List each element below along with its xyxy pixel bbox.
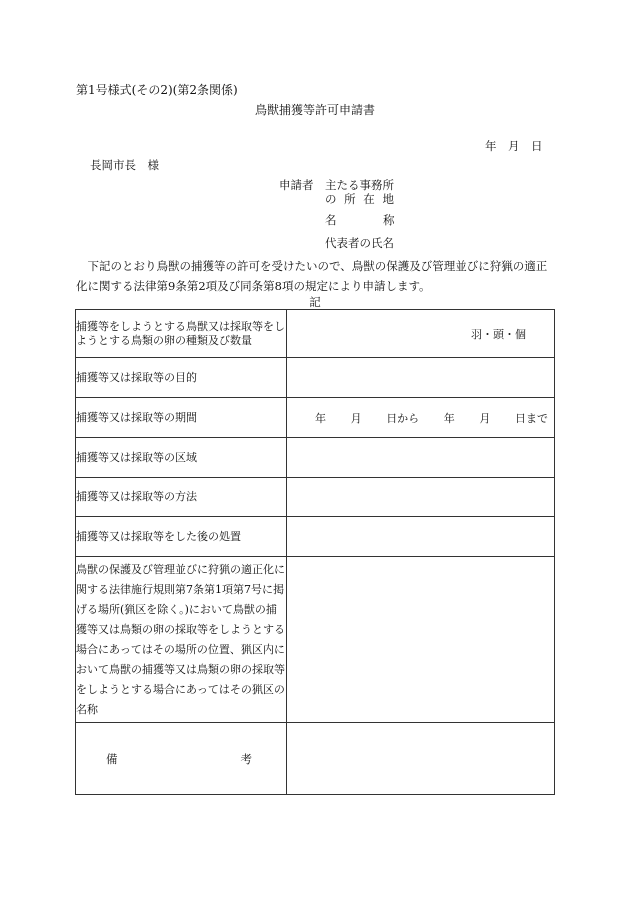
name-label-char2: 称: [383, 213, 395, 227]
table-row: [76, 478, 555, 517]
period-end-day: 日まで: [514, 411, 548, 425]
addressee: 長岡市長 様: [90, 158, 159, 172]
disposal-value-cell[interactable]: [287, 517, 555, 557]
table-row: [76, 438, 555, 478]
period-value-cell[interactable]: [287, 398, 555, 438]
application-table: [75, 309, 555, 795]
species-label: 捕獲等をしようとする鳥獣又は採取等をしようとする鳥類の卵の種類及び数量: [76, 310, 287, 358]
area-label: 捕獲等又は採取等の区域: [76, 438, 287, 478]
remarks-value-cell[interactable]: [287, 723, 555, 795]
date-field: 年 月 日: [485, 139, 543, 153]
table-row: [76, 723, 555, 795]
period-start-month: 月: [350, 411, 362, 425]
period-end-year: 年: [443, 411, 455, 425]
document-title: 鳥獣捕獲等許可申請書: [254, 103, 375, 117]
form-number: 第1号様式(その2)(第2条関係): [76, 83, 238, 97]
area-value-cell[interactable]: [287, 438, 555, 478]
table-row: [76, 517, 555, 557]
table-row: [76, 358, 555, 398]
table-row: [76, 398, 555, 438]
remarks-label-char2: 考: [240, 751, 252, 766]
office-location-label-line2: の 所 在 地: [325, 192, 396, 206]
applicant-label: 申請者: [279, 178, 314, 192]
table-row: [76, 310, 555, 358]
disposal-label: 捕獲等又は採取等をした後の処置: [76, 517, 287, 557]
ki-heading: 記: [309, 295, 321, 309]
table-row: [76, 557, 555, 723]
remarks-label-cell: [76, 723, 287, 795]
period-fields: [287, 410, 554, 426]
species-units: 羽・頭・個: [471, 327, 526, 341]
representative-name-label: 代表者の氏名: [325, 236, 394, 250]
place-value-cell[interactable]: [287, 557, 555, 723]
remarks-label-char1: 備: [106, 751, 118, 766]
period-start-year: 年: [315, 411, 326, 425]
period-start-day: 日から: [386, 411, 420, 425]
species-value-cell[interactable]: [287, 310, 555, 358]
period-end-month: 月: [479, 411, 491, 425]
purpose-label: 捕獲等又は採取等の目的: [76, 358, 287, 398]
method-label: 捕獲等又は採取等の方法: [76, 478, 287, 517]
method-value-cell[interactable]: [287, 478, 555, 517]
purpose-value-cell[interactable]: [287, 358, 555, 398]
place-label: 鳥獣の保護及び管理並びに狩猟の適正化に関する法律施行規則第7条第1項第7号に掲げる場所(猟区を除く。)において鳥獣の捕獲等又は鳥類の卵の採取等をしようとする場合にあってはその場所の位置、猟区内において鳥獣の捕獲等又は鳥類の卵の採取等をしようとする場合にあってはその猟区の名称: [76, 557, 287, 723]
office-location-label-line1: 主たる事務所: [325, 178, 394, 192]
application-statement: 下記のとおり鳥獣の捕獲等の許可を受けたいので、鳥獣の保護及び管理並びに狩猟の適正化に関する法律第9条第2項及び同条第8項の規定により申請します。: [76, 259, 548, 293]
name-label-char1: 名: [325, 213, 337, 227]
period-label: 捕獲等又は採取等の期間: [76, 398, 287, 438]
